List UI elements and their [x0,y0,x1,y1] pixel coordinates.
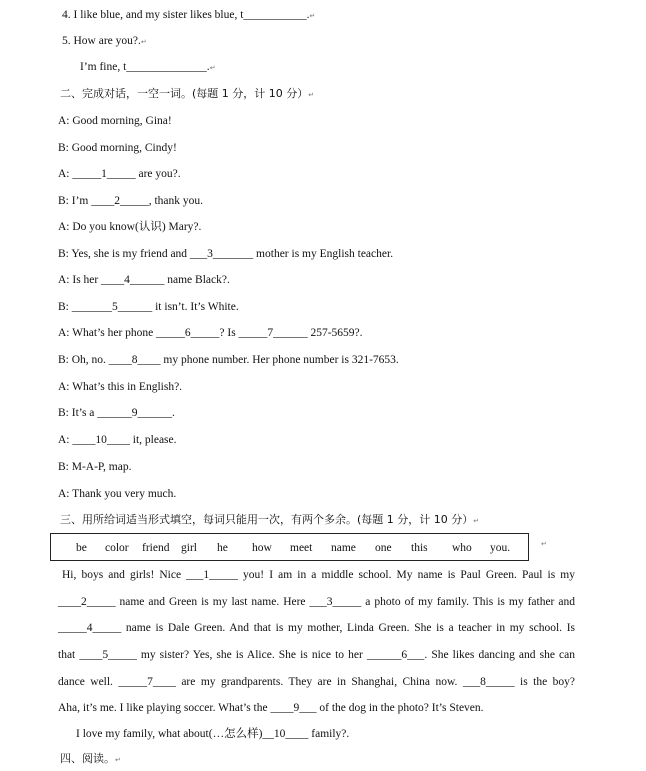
dialog-line: B: Oh, no. ____8____ my phone number. Her phone number is 321-7653. [58,354,399,366]
passage-line: dance well. _____7____ are my grandparents. They are in Shanghai, China now. ___8_____ is the boy? [58,676,575,688]
word-bank-item: friend [142,542,170,554]
paragraph-mark: ↵ [308,91,315,99]
passage-line: Aha, it’s me. I like playing soccer. What’s the ____9___ of the dog in the photo? It’s Steven. [58,702,484,714]
paragraph-mark: ↵ [140,38,147,46]
passage-line: that ____5_____ my sister? Yes, she is Alice. She is nice to her ______6___. She likes dancing and she can [58,649,575,661]
dialog-line: A: Thank you very much. [58,488,177,500]
paragraph-mark: ↵ [473,517,480,525]
word-bank-item: color [105,542,129,554]
question-5: 5. How are you?.↵ [62,35,147,47]
paragraph-mark: ↵ [541,540,547,548]
question-4: 4. I like blue, and my sister likes blue, t___________.↵ [62,9,316,21]
dialog-line: A: _____1_____ are you?. [58,168,181,180]
word-bank-item: girl [181,542,197,554]
word-bank-item: you. [490,542,511,554]
dialog-line: A: What’s her phone _____6_____? Is _____7______ 257-5659?. [58,327,363,339]
dialog-line: B: M-A-P, map. [58,461,132,473]
dialog-line: B: I’m ____2_____, thank you. [58,195,204,207]
word-bank-item: one [375,542,392,554]
paragraph-mark: ↵ [115,756,121,764]
word-bank-box [50,533,529,561]
passage-line: I love my family, what about(…怎么样)__10____ family?. [76,728,350,740]
word-bank-item: this [411,542,428,554]
section-4-heading: 四、阅读。↵ [60,752,121,765]
paragraph-mark: ↵ [209,64,216,72]
dialog-line: A: Good morning, Gina! [58,115,172,127]
dialog-line: B: It’s a ______9______. [58,407,175,419]
dialog-line: A: What’s this in English?. [58,381,183,393]
dialog-line: B: Yes, she is my friend and ___3_______ mother is my English teacher. [58,248,394,260]
passage-line: _____4_____ name is Dale Green. And that is my mother, Linda Green. She is a teacher in my school. Is [58,622,575,634]
dialog-line: B: Good morning, Cindy! [58,142,177,154]
word-bank-item: name [331,542,356,554]
dialog-line: A: ____10____ it, please. [58,434,177,446]
section-3-heading: 三、用所给词适当形式填空，每词只能用一次，有两个多余。(每题 1 分，计 10 分）↵ [60,513,480,526]
word-bank-item: he [217,542,228,554]
word-bank-item: meet [290,542,313,554]
passage-line: ____2_____ name and Green is my last name. Here ___3_____ a photo of my family. This is my father and [58,596,575,608]
dialog-line: B: _______5______ it isn’t. It’s White. [58,301,239,313]
passage-line: Hi, boys and girls! Nice ___1_____ you! I am in a middle school. My name is Paul Green. Paul is my [62,569,575,581]
dialog-line: A: Is her ____4______ name Black?. [58,274,230,286]
word-bank-item: how [252,542,272,554]
question-5-answer: I’m fine, t______________.↵ [80,61,216,73]
word-bank-item: be [76,542,87,554]
word-bank-item: who [452,542,472,554]
paragraph-mark: ↵ [309,12,316,20]
section-2-heading: 二、完成对话，一空一词。(每题 1 分，计 10 分）↵ [60,87,315,100]
dialog-line: A: Do you know(认识) Mary?. [58,221,202,233]
